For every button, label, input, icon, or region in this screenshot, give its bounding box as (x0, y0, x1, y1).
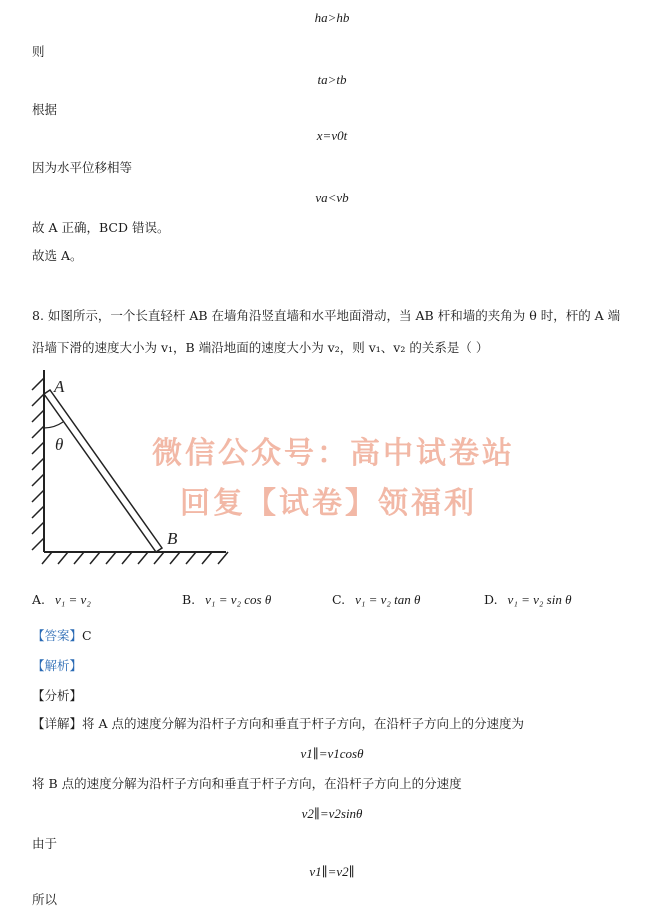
b-text: 将 B 点的速度分解为沿杆子方向和垂直于杆子方向，在沿杆子方向上的分速度 (32, 776, 462, 791)
option-c-letter: C. (332, 592, 346, 607)
watermark-line-1: 微信公众号：高中试卷站 (152, 436, 515, 471)
watermark-line-2: 回复【试卷】领福利 (180, 486, 477, 521)
option-a-letter: A. (32, 592, 46, 607)
label-b: B (167, 529, 178, 548)
detail-tag: 【详解】 (32, 716, 83, 731)
text-conclusion: 故 A 正确，BCD 错误。 (32, 220, 170, 235)
option-b (182, 592, 271, 608)
equation-h: ha>hb (314, 10, 350, 25)
equation-2: v2∥=v2sinθ (301, 806, 363, 821)
detail-text: 将 A 点的速度分解为沿杆子方向和垂直于杆子方向，在沿杆子方向上的分速度为 (82, 716, 524, 731)
equation-v: va<vb (315, 190, 349, 205)
equation-3: v1∥=v2∥ (309, 864, 355, 879)
text-choose: 故选 A。 (32, 248, 83, 263)
analysis-tag: 【解析】 (32, 658, 83, 673)
question-line-1: 8. 如图所示，一个长直轻杆 AB 在墙角沿竖直墙和水平地面滑动，当 AB 杆和墙的夹角为 θ 时，杆的 A 端 (32, 308, 621, 323)
option-b-text: v₁ = v₂ cos θ (205, 592, 272, 607)
option-a (32, 592, 91, 608)
question-line-2: 沿墙下滑的速度大小为 v₁，B 端沿地面的速度大小为 v₂，则 v₁、v₂ 的关系是（ ） (32, 340, 489, 355)
text-suoyi: 所以 (32, 892, 58, 907)
option-d-text: v₁ = v₂ sin θ (507, 592, 572, 607)
answer-tag: 【答案】 (32, 628, 83, 643)
text-genju: 根据 (32, 102, 58, 117)
option-c (332, 592, 420, 608)
equation-x: x=v0t (316, 128, 348, 143)
option-c-text: v₁ = v₂ tan θ (355, 592, 421, 607)
label-a: A (54, 377, 65, 396)
option-d-letter: D. (484, 592, 498, 607)
option-d (484, 592, 571, 608)
detail-line (32, 714, 524, 732)
equation-t: ta>tb (317, 72, 347, 87)
fenxi-tag: 【分析】 (32, 688, 83, 703)
label-theta: θ (55, 435, 64, 454)
answer-value: C (82, 628, 92, 643)
equation-1: v1∥=v1cosθ (300, 746, 364, 761)
text-reason: 因为水平位移相等 (32, 160, 133, 175)
option-b-letter: B. (182, 592, 196, 607)
text-ze: 则 (32, 44, 45, 59)
option-a-text: v₁ = v₂ (55, 592, 91, 607)
text-youyu: 由于 (32, 836, 58, 851)
answer-line (32, 626, 92, 644)
